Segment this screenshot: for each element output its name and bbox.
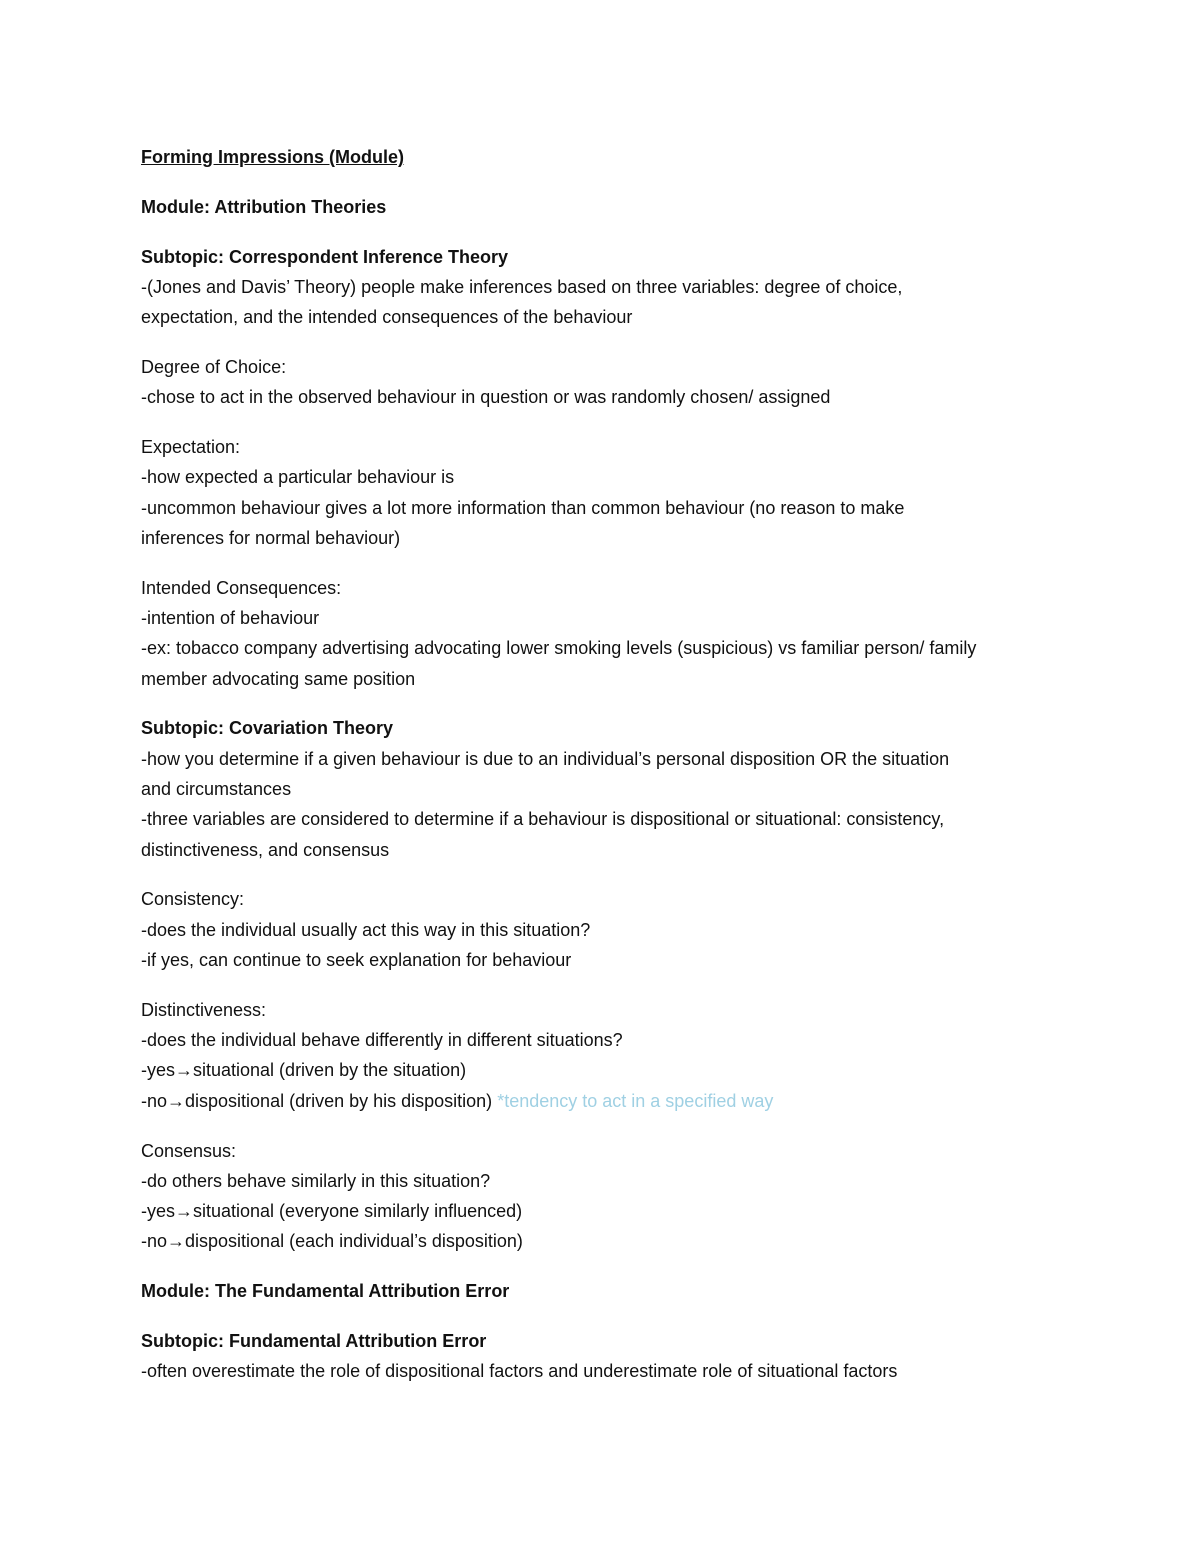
text-line: member advocating same position bbox=[141, 668, 416, 689]
section-heading-degree-of-choice: Degree of Choice: bbox=[141, 356, 287, 377]
text-line: -how expected a particular behaviour is bbox=[141, 467, 455, 488]
text-line: -yes→situational (driven by the situation) bbox=[141, 1060, 467, 1081]
section-heading-consistency: Consistency: bbox=[141, 889, 245, 910]
text-line-with-note bbox=[141, 1086, 1071, 1116]
text-line: -do others behave similarly in this situation? bbox=[141, 1170, 491, 1191]
text-line: -if yes, can continue to seek explanation for behaviour bbox=[141, 950, 572, 971]
text-line: -intention of behaviour bbox=[141, 608, 320, 629]
subtopic-heading-fundamental-attribution-error: Subtopic: Fundamental Attribution Error bbox=[141, 1331, 487, 1351]
text-line: -three variables are considered to determine if a behaviour is dispositional or situational: consistency, bbox=[141, 809, 945, 830]
text-line: -no→dispositional (each individual’s disposition) bbox=[141, 1231, 523, 1252]
text-line: -does the individual behave differently in different situations? bbox=[141, 1030, 623, 1051]
section-heading-expectation: Expectation: bbox=[141, 437, 241, 458]
subtopic-heading-correspondent-inference: Subtopic: Correspondent Inference Theory bbox=[141, 246, 509, 267]
subtopic-heading-covariation-theory: Subtopic: Covariation Theory bbox=[141, 718, 394, 739]
text-line: -does the individual usually act this way in this situation? bbox=[141, 919, 591, 940]
section-heading-intended-consequences: Intended Consequences: bbox=[141, 577, 342, 598]
text-line: -often overestimate the role of dispositional factors and underestimate role of situational factors bbox=[141, 1361, 898, 1382]
text-line: distinctiveness, and consensus bbox=[141, 839, 390, 860]
section-heading-distinctiveness: Distinctiveness: bbox=[141, 999, 267, 1020]
module-heading-attribution-theories: Module: Attribution Theories bbox=[141, 196, 387, 217]
text-line: -ex: tobacco company advertising advocating lower smoking levels (suspicious) vs familiar person/ family bbox=[141, 638, 977, 659]
text-line: -no→dispositional (driven by his disposition) bbox=[141, 1090, 493, 1111]
section-heading-consensus: Consensus: bbox=[141, 1140, 237, 1161]
text-line: -yes→situational (everyone similarly influenced) bbox=[141, 1201, 523, 1222]
document-body bbox=[141, 142, 1071, 1387]
module-heading-fundamental-attribution-error: Module: The Fundamental Attribution Error bbox=[141, 1281, 510, 1302]
text-line: inferences for normal behaviour) bbox=[141, 527, 401, 548]
text-line: expectation, and the intended consequences of the behaviour bbox=[141, 307, 633, 328]
margin-note: *tendency to act in a specified way bbox=[497, 1090, 774, 1111]
text-line: -how you determine if a given behaviour is due to an individual’s personal disposition OR the situation bbox=[141, 748, 950, 769]
document-title: Forming Impressions (Module) bbox=[141, 147, 405, 167]
text-line: -chose to act in the observed behaviour in question or was randomly chosen/ assigned bbox=[141, 387, 831, 408]
text-line: and circumstances bbox=[141, 779, 292, 800]
text-line: -(Jones and Davis’ Theory) people make inferences based on three variables: degree of choice, bbox=[141, 276, 903, 297]
text-line: -uncommon behaviour gives a lot more information than common behaviour (no reason to make bbox=[141, 497, 905, 518]
